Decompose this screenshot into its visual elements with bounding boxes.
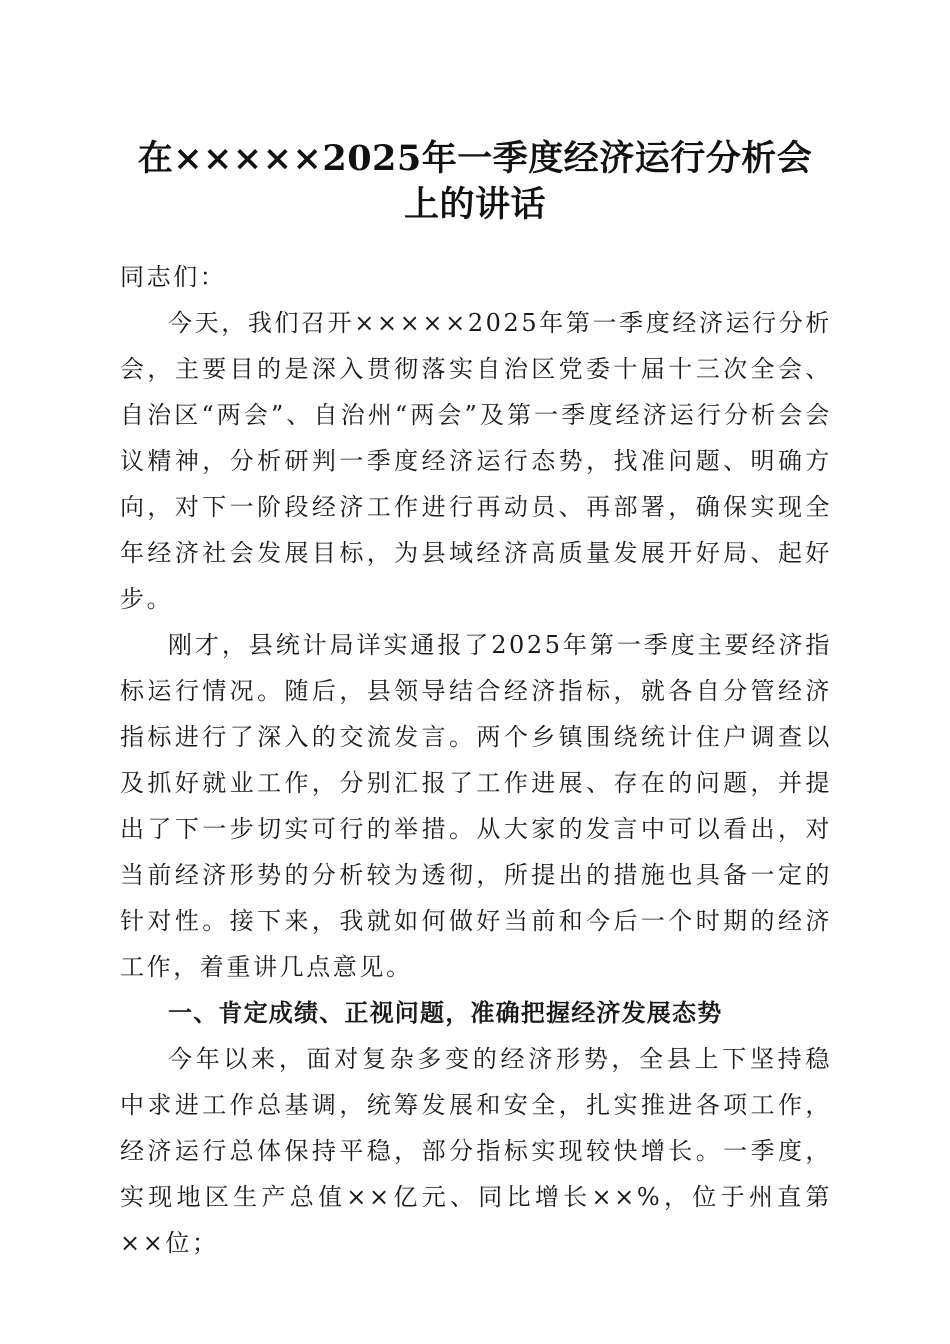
- salutation: 同志们：: [120, 263, 227, 291]
- section-paragraph-1: 今年以来，面对复杂多变的经济形势，全县上下坚持稳中求进工作总基调，统筹发展和安全，扎实推进各项工作，经济运行总体保持平稳，部分指标实现较快增长。一季度，实现地区生产总值××亿元、同比增长××%，位于州直第××位；: [120, 1045, 832, 1257]
- document-body: [120, 254, 832, 1266]
- paragraph-opening: 今天，我们召开×××××2025年第一季度经济运行分析会，主要目的是深入贯彻落实自治区党委十届十三次全会、自治区“两会”、自治州“两会”及第一季度经济运行分析会会议精神，分析研判一季度经济运行态势，找准问题、明确方向，对下一阶段经济工作进行再动员、再部署，确保实现全年经济社会发展目标，为县域经济高质量发展开好局、起好步。: [120, 309, 832, 613]
- document-title: [110, 136, 840, 228]
- paragraph-review: 刚才，县统计局详实通报了2025年第一季度主要经济指标运行情况。随后，县领导结合经济指标，就各自分管经济指标进行了深入的交流发言。两个乡镇围绕统计住户调查以及抓好就业工作，分别汇报了工作进展、存在的问题，并提出了下一步切实可行的举措。从大家的发言中可以看出，对当前经济形势的分析较为透彻，所提出的措施也具备一定的针对性。接下来，我就如何做好当前和今后一个时期的经济工作，着重讲几点意见。: [120, 631, 832, 981]
- title-line-2: 上的讲话: [403, 184, 546, 225]
- section-heading-1: 一、肯定成绩、正视问题，准确把握经济发展态势: [168, 999, 723, 1027]
- title-line-1: 在×××××2025年一季度经济运行分析会: [137, 138, 813, 179]
